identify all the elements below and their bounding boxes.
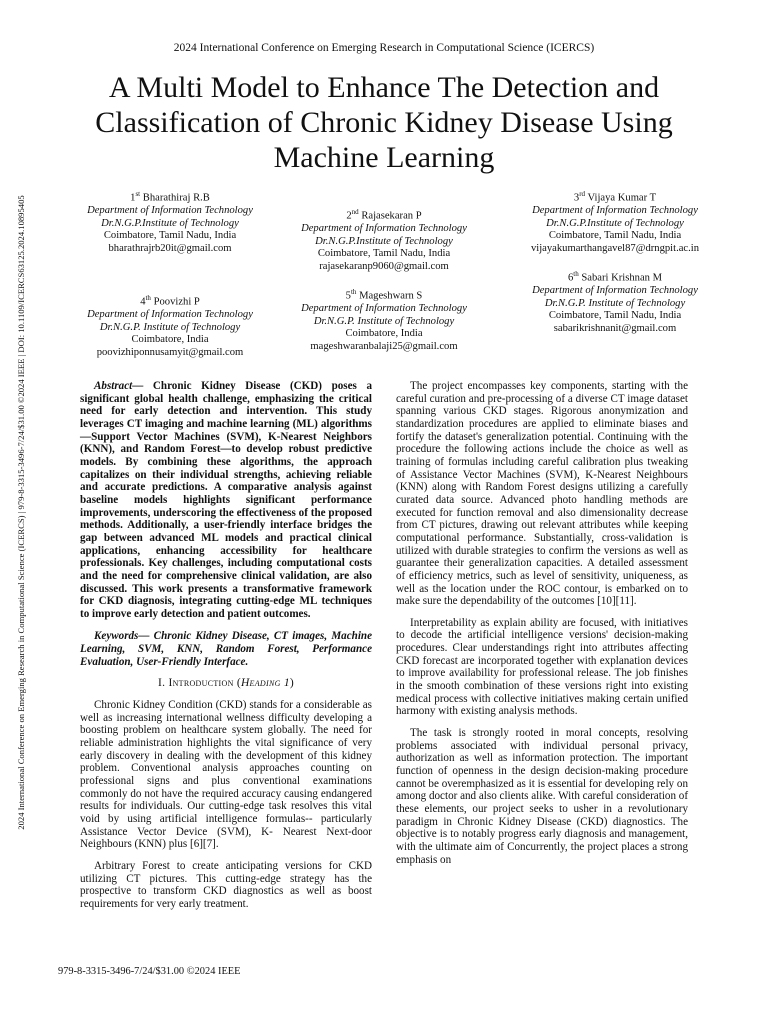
author-department: Department of Information Technology [532, 285, 698, 297]
author-department: Department of Information Technology [301, 303, 467, 315]
author-institute: Dr.N.G.P. Institute of Technology [544, 297, 686, 309]
author-name: 5th Mageshwarn S [345, 288, 423, 302]
author-email: mageshwaranbalaji25@gmail.com [310, 340, 458, 352]
author-institute: Dr.N.G.P.Institute of Technology [546, 217, 684, 229]
author-email: sabarikrishnanit@gmail.com [553, 322, 677, 334]
title-line: Machine Learning [273, 141, 495, 174]
paper-title [60, 70, 708, 175]
author-department: Department of Information Technology [87, 205, 253, 217]
title-line: A Multi Model to Enhance The Detection and [108, 71, 660, 104]
author-institute: Dr.N.G.P. Institute of Technology [313, 315, 455, 327]
right-column [396, 380, 688, 875]
author-email: vijayakumarthangavel87@drngpit.ac.in [530, 242, 700, 254]
author-email: poovizhiponnusamyit@gmail.com [96, 346, 244, 358]
keywords-text: Chronic Kidney Disease, CT images, Machine Learning, SVM, KNN, Random Forest, Performance Evaluation, User-Friendly Interface. [80, 630, 372, 668]
author-name: 2nd Rajasekaran P [346, 208, 422, 222]
author-block-3 [500, 188, 730, 256]
doi-sidebar-text: 2024 International Conference on Emerging Research in Computational Science (ICERCS) | 979-8-3315-3496-7/24/$31.00 ©2024 IEEE | DOI: 10.1109/ICERCS63125.2024.10895405 [16, 195, 26, 830]
author-block-6 [500, 268, 730, 336]
author-name: 6th Sabari Krishnan M [567, 270, 663, 284]
left-column [80, 380, 372, 920]
author-institute: Dr.N.G.P.Institute of Technology [101, 217, 239, 229]
author-location: Coimbatore, Tamil Nadu, India [548, 310, 682, 322]
author-email: rajasekaranp9060@gmail.com [319, 260, 449, 272]
abstract [80, 380, 372, 620]
author-block-2 [274, 206, 494, 274]
author-block-5 [274, 286, 494, 354]
author-block-1 [60, 188, 280, 256]
author-institute: Dr.N.G.P.Institute of Technology [315, 235, 453, 247]
abstract-lead: Abstract— [94, 380, 144, 392]
author-name: 3rd Vijaya Kumar T [573, 190, 657, 204]
author-department: Department of Information Technology [301, 223, 467, 235]
author-email: bharathrajrb20it@gmail.com [108, 242, 232, 254]
author-department: Department of Information Technology [532, 205, 698, 217]
abstract-text: Chronic Kidney Disease (CKD) poses a significant global health challenge, emphasizing the critical need for early detection and intervention. This study leverages CT imaging and machine learning (ML) algorithms—Support Vector Machines (SVM), K-Nearest Neighbors (KNN), and Random Forest—to develop robust predictive models. By combining these algorithms, the approach capitalizes on their individual strengths, achieving reliable and accurate predictions. A comparative analysis against baseline models highlights significant performance improvements, underscoring the effectiveness of the proposed methods. Additionally, a user-friendly interface bridges the gap between advanced ML models and practical clinical applications, enhancing accessibility for healthcare professionals. Key challenges, including computational costs and the need for comprehensive clinical validation, are also discussed. This work presents a transformative framework for CKD diagnosis, integrating cutting-edge ML techniques to improve early detection and patient outcomes. [80, 380, 372, 620]
author-location: Coimbatore, Tamil Nadu, India [103, 230, 237, 242]
page-footer: 979-8-3315-3496-7/24/$31.00 ©2024 IEEE [58, 966, 241, 977]
author-location: Coimbatore, India [131, 334, 209, 346]
title-line: Classification of Chronic Kidney Disease Using [95, 106, 673, 139]
author-location: Coimbatore, Tamil Nadu, India [548, 230, 682, 242]
author-name: 1st Bharathiraj R.B [130, 190, 210, 204]
body-paragraph: Chronic Kidney Condition (CKD) stands for a considerable as well as increasing international wellness difficulty developing a boosting problem on healthcare system globally. The need for reliable administration highlights the vital significance of very early discovery in dealing with the development of this kidney problem. Conventional analysis approaches counting on professional signs and plus conventional examinations commonly do not have the required accuracy causing endangered results for individuals. Our cutting-edge task resolves this vital void by using artificial intelligence formulas-- particularly Assistance Vector Device (SVM), K- Nearest Next-door Neighbours (KNN) plus [6][7]. [80, 699, 372, 851]
body-paragraph: Arbitrary Forest to create anticipating versions for CKD utilizing CT pictures. This cutting-edge strategy has the prospective to transform CKD diagnostics as well as boost requirements for very early treatment. [80, 859, 372, 910]
author-institute: Dr.N.G.P. Institute of Technology [99, 321, 241, 333]
author-location: Coimbatore, India [345, 328, 423, 340]
section-heading: I. Introduction (Heading 1) [157, 677, 295, 690]
conference-header: 2024 International Conference on Emerging Research in Computational Science (ICERCS) [173, 42, 595, 54]
body-paragraph: The project encompasses key components, starting with the careful curation and pre-processing of a diverse CT image dataset spanning various CKD stages. Rigorous anonymization and standardization procedures are applied to eliminate biases and fortify the dataset's generalization potential. Continuing with the procedure the following actions include the choice as well as training of formulas including careful calibration plus tweaking of Assistance Vector Machines (SVM), K-Nearest Neighbours (KNN) along with Random Forest designs utilizing a carefully curated data source. Advanced photo handling methods are executed for function removal and also dimensionality decrease from CT pictures, drawing out relevant attributes while keeping computational performance. Substantially, cross-validation is utilized with durable strategies to confirm the versions as well as guarantee their generalization capacities. A detailed assessment of efficiency metrics, such as level of sensitivity, uniqueness, as well as the location under the ROC contour, is embarked on to make sure the dependability of the outcomes [10][11]. [396, 380, 688, 608]
keywords [80, 630, 372, 668]
author-block-4 [60, 292, 280, 360]
body-paragraph: The task is strongly rooted in moral concepts, resolving problems associated with individual personal privacy, authorization as well as information protection. The important function of openness in the design decision-making procedure cannot be overemphasized as it is essential for developing rely on among doctor and also clients alike. With careful consideration of these elements, our project seeks to usher in a revolutionary paradigm in Chronic Kidney Disease (CKD) diagnostics. The objective is to notably progress early diagnosis and management, with the ultimate aim of Concurrently, the project places a strong emphasis on [396, 727, 689, 866]
body-paragraph: Interpretability as explain ability are focused, with initiatives to decode the artificial intelligence versions' decision-making procedures. Clear understandings right into attributes affecting CKD forecast are incorporated together with explanation devices to improve availability for professional release. The job finishes in the smooth combination of these versions right into existing medical process with collective initiatives making certain unified harmony with existing analysis methods. [396, 616, 688, 718]
author-department: Department of Information Technology [87, 309, 253, 321]
author-name: 4th Poovizhi P [140, 294, 200, 308]
doi-sidebar [14, 155, 28, 870]
author-location: Coimbatore, Tamil Nadu, India [317, 248, 451, 260]
keywords-lead: Keywords— [94, 630, 150, 643]
